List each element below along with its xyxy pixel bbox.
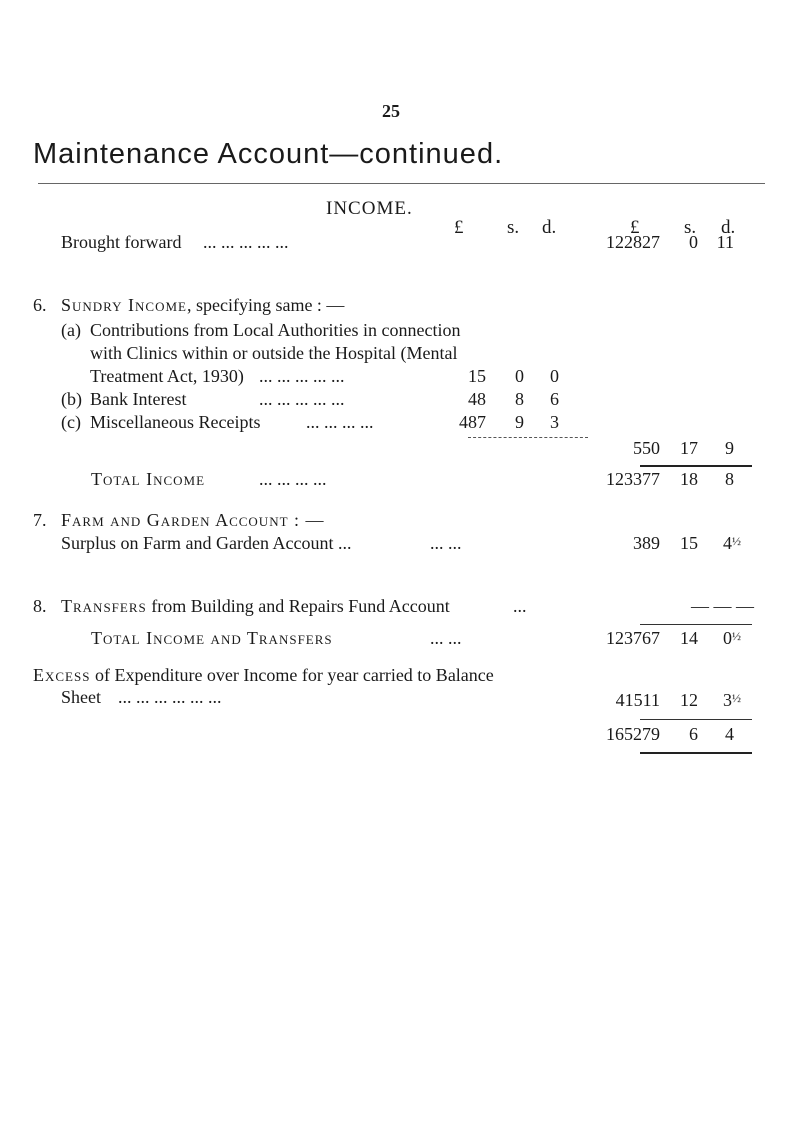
farm-surplus-shillings: 15 (680, 533, 698, 553)
left-shillings-header: s. (507, 217, 520, 238)
brought-forward-label: Brought forward (61, 232, 182, 252)
item-6c-pounds: 487 (459, 412, 486, 432)
brought-forward-pounds: 122827 (606, 232, 660, 252)
item-8-leader: ... (513, 596, 527, 616)
item-8-heading-title: Transfers (61, 596, 147, 616)
item-6-heading (61, 295, 344, 316)
item-6a-line3: Treatment Act, 1930) (90, 366, 244, 386)
item-6-subtotal-shillings: 17 (680, 438, 698, 458)
item-8-number: 8. (33, 596, 47, 616)
right-pence-header: d. (721, 217, 736, 238)
right-pounds-header: £ (630, 217, 640, 238)
item-6b-marker: (b) (61, 389, 82, 409)
item-6a-pence: 0 (550, 366, 559, 386)
grand-total-shillings: 6 (689, 724, 698, 744)
excess-pence-fraction: ½ (732, 691, 741, 705)
item-7-number: 7. (33, 510, 47, 530)
item-6-heading-rest: , specifying same : — (186, 295, 345, 315)
excess-heading-title: Excess (33, 665, 91, 685)
item-7-leader: ... ... (430, 533, 462, 553)
excess-shillings: 12 (680, 690, 698, 710)
right-shillings-header: s. (684, 217, 697, 238)
total-transfers-pounds: 123767 (606, 628, 660, 648)
total-income-shillings: 18 (680, 469, 698, 489)
grand-total-bottom-rule (640, 752, 752, 754)
brought-forward-pence: 11 (716, 232, 734, 252)
left-pence-header: d. (542, 217, 557, 238)
page-title: Maintenance Account—continued. (33, 138, 504, 170)
item-6b-pounds: 48 (468, 389, 486, 409)
total-income-leader: ... ... ... ... (259, 469, 327, 489)
item-7-heading: Farm and Garden Account : — (61, 510, 325, 530)
item-6c-leader: ... ... ... ... (306, 412, 374, 432)
total-income-pounds: 123377 (606, 469, 660, 489)
subtotal-rule (468, 437, 588, 438)
item-6-subtotal-pounds: 550 (633, 438, 660, 458)
total-transfers-shillings: 14 (680, 628, 698, 648)
left-pounds-header: £ (454, 217, 464, 238)
excess-leader: ... ... ... ... ... ... (118, 687, 222, 707)
total-transfers-pence-whole: 0 (723, 628, 732, 648)
excess-pence-whole: 3 (723, 690, 732, 710)
item-6a-line1: Contributions from Local Authorities in connection (90, 320, 461, 340)
farm-surplus-pence-fraction: ½ (732, 534, 741, 548)
farm-surplus-pence (723, 533, 741, 554)
item-6c-shillings: 9 (515, 412, 524, 432)
excess-line2: Sheet (61, 687, 101, 707)
excess-pounds: 41511 (615, 690, 660, 710)
total-transfers-pence (723, 628, 741, 649)
item-6a-line2: with Clinics within or outside the Hospital (Mental (90, 343, 458, 363)
total-transfers-rule (640, 624, 752, 625)
header-divider (38, 183, 765, 184)
excess-heading-rest: of Expenditure over Income for year carried to Balance (90, 665, 494, 685)
item-6b-pence: 6 (550, 389, 559, 409)
total-income-rule (640, 465, 752, 467)
grand-total-pounds: 165279 (606, 724, 660, 744)
item-6c-marker: (c) (61, 412, 81, 432)
page-number: 25 (382, 101, 400, 121)
excess-pence (723, 690, 741, 711)
item-6a-leader: ... ... ... ... ... (259, 366, 345, 386)
transfers-value-dashes: — — — (691, 596, 754, 616)
total-income-label: Total Income (91, 469, 206, 489)
excess-heading (33, 665, 494, 686)
total-income-transfers-leader: ... ... (430, 628, 462, 648)
item-6-number: 6. (33, 295, 47, 315)
item-6-subtotal-pence: 9 (725, 438, 734, 458)
grand-total-pence: 4 (725, 724, 734, 744)
farm-surplus-pounds: 389 (633, 533, 660, 553)
brought-forward-leader: ... ... ... ... ... (203, 232, 289, 252)
brought-forward-shillings: 0 (689, 232, 698, 252)
item-6a-shillings: 0 (515, 366, 524, 386)
section-title: INCOME. (326, 198, 413, 219)
item-8-heading-rest: from Building and Repairs Fund Account (146, 596, 450, 616)
item-7-label: Surplus on Farm and Garden Account ... (61, 533, 352, 553)
item-6-heading-title: Sundry Income (61, 295, 187, 315)
item-6c-pence: 3 (550, 412, 559, 432)
total-income-transfers-label: Total Income and Transfers (91, 628, 333, 648)
total-transfers-pence-fraction: ½ (732, 629, 741, 643)
item-6b-leader: ... ... ... ... ... (259, 389, 345, 409)
farm-surplus-pence-whole: 4 (723, 533, 732, 553)
item-6a-pounds: 15 (468, 366, 486, 386)
item-6c-label: Miscellaneous Receipts (90, 412, 261, 432)
item-6a-marker: (a) (61, 320, 81, 340)
total-income-pence: 8 (725, 469, 734, 489)
grand-total-top-rule (640, 719, 752, 720)
item-6b-label: Bank Interest (90, 389, 187, 409)
item-8-heading (61, 596, 450, 617)
item-6b-shillings: 8 (515, 389, 524, 409)
